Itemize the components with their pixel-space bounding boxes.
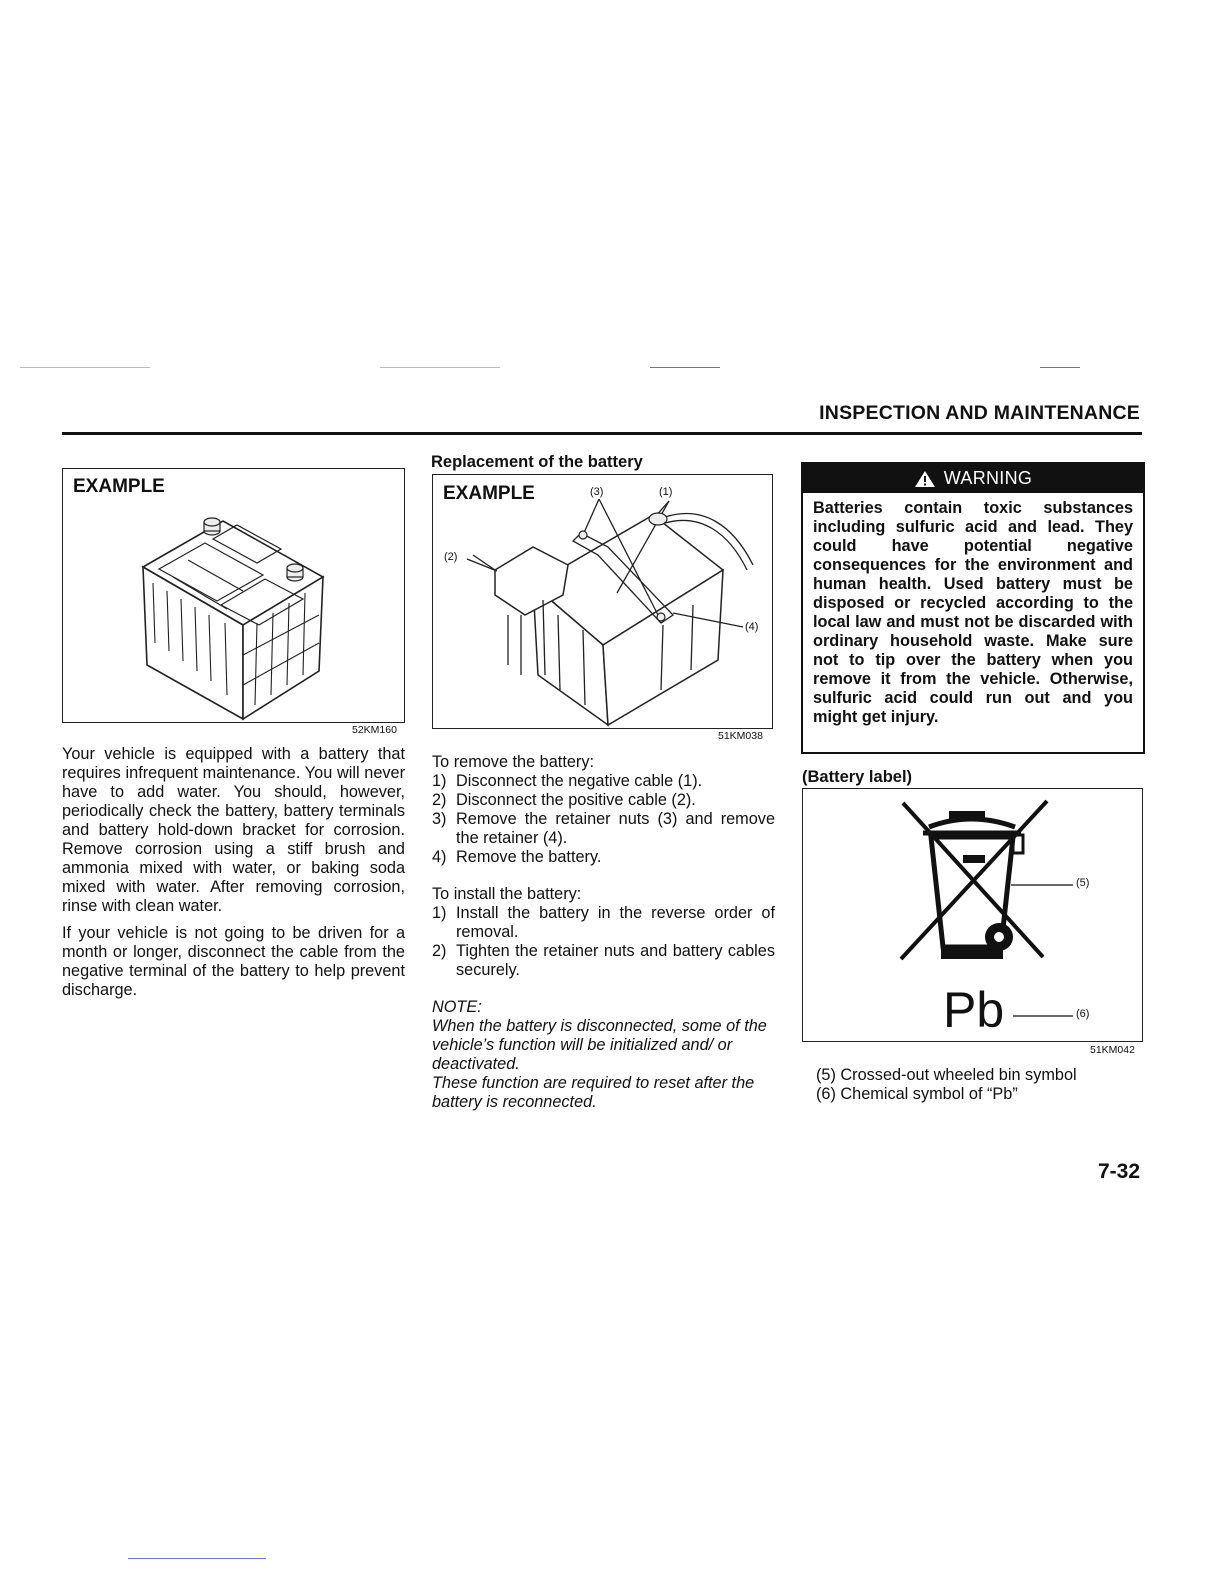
note-label: NOTE:: [432, 998, 482, 1016]
paragraph: Your vehicle is equipped with a battery that requires infrequent maintenance. You will never have to add water. You should, however, periodically check the battery, battery terminals and battery hold-down bracket for corrosion. Remove corrosion using a stiff brush and ammonia mixed with water, or baking soda mixed with water. After removing corrosion, rinse with clean water.: [62, 745, 405, 915]
note: [432, 998, 775, 1112]
step-text: Disconnect the positive cable (2).: [456, 791, 696, 809]
callout-4: (4): [745, 621, 759, 633]
bin-lid-handle: [949, 811, 985, 819]
section-title: Replacement of the battery: [431, 453, 643, 471]
header-divider: [62, 432, 1142, 435]
callout-1: (1): [659, 486, 673, 498]
scan-artifact-line: [380, 367, 500, 368]
step-number: 3): [432, 810, 447, 828]
warning-text: Batteries contain toxic substances including sulfuric acid and lead. They could have potential negative consequences for the environment and human health. Used battery must be disposed or recycled according to the local law and must not be discarded with ordinary household waste. Make sure not to tip over the battery when you remove it from the vehicle. Otherwise, sulfuric acid could run out and you might get injury.: [813, 499, 1133, 726]
step-text: Remove the battery.: [456, 848, 602, 866]
battery-label-title: (Battery label): [802, 768, 913, 786]
step-text: Remove the retainer nuts (3) and remove the retainer (4).: [456, 810, 775, 847]
list-item: [432, 942, 775, 980]
step-number: 4): [432, 848, 447, 866]
step-text: Install the battery in the reverse order of removal.: [456, 904, 775, 941]
warning-triangle-icon: [914, 470, 936, 488]
chemical-symbol-pb: Pb: [943, 982, 1005, 1038]
step-number: 2): [432, 791, 447, 809]
battery-maintenance-text: [62, 745, 405, 1008]
scan-artifact-line: [1040, 367, 1080, 368]
list-item: [432, 791, 775, 810]
callout-5: (5): [1076, 877, 1090, 889]
figure-code: 51KM042: [1090, 1044, 1135, 1056]
bin-wheel-hub: [994, 932, 1004, 942]
battery-replacement-figure-box: [432, 474, 773, 729]
install-intro: To install the battery:: [432, 885, 582, 903]
step-number: 1): [432, 772, 447, 790]
callout-6: (6): [1076, 1008, 1090, 1020]
step-text: Tighten the retainer nuts and battery cables securely.: [456, 942, 775, 979]
scan-artifact-line: [128, 1558, 266, 1559]
warning-box: [801, 462, 1145, 754]
figure-example-label: EXAMPLE: [73, 476, 165, 497]
battery-illustration: [133, 505, 333, 721]
figure-code: 52KM160: [352, 724, 397, 736]
battery-label-legend: [816, 1066, 1077, 1104]
callout-2: (2): [444, 551, 458, 563]
list-item: [432, 848, 775, 867]
warning-header: [803, 464, 1143, 493]
battery-removal-instructions: [432, 753, 775, 1112]
paragraph: If your vehicle is not going to be driven for a month or longer, disconnect the cable from the negative terminal of the battery to help prevent discharge.: [62, 924, 405, 999]
page-number: 7-32: [1098, 1160, 1141, 1183]
list-item: [432, 772, 775, 791]
note-line: When the battery is disconnected, some of the vehicle’s function will be initialized and/ or deactivated.: [432, 1017, 767, 1073]
battery-replacement-illustration: [433, 475, 772, 728]
list-item: [432, 904, 775, 942]
note-line: These function are required to reset after the battery is reconnected.: [432, 1074, 755, 1111]
section-header-title: INSPECTION AND MAINTENANCE: [819, 402, 1140, 424]
scan-artifact-line: [650, 367, 720, 368]
install-steps: [432, 904, 775, 980]
bin-mark: [963, 855, 985, 863]
legend-item: (5) Crossed-out wheeled bin symbol: [816, 1066, 1077, 1084]
step-number: 1): [432, 904, 447, 922]
battery-figure-box: [62, 468, 405, 723]
warning-heading: WARNING: [943, 468, 1033, 488]
figure-code: 51KM038: [718, 730, 763, 742]
step-text: Disconnect the negative cable (1).: [456, 772, 703, 790]
step-number: 2): [432, 942, 447, 960]
removal-intro: To remove the battery:: [432, 753, 594, 771]
battery-label-figure-box: [802, 788, 1143, 1042]
legend-item: (6) Chemical symbol of “Pb”: [816, 1085, 1018, 1103]
removal-steps: [432, 772, 775, 867]
callout-3: (3): [590, 486, 604, 498]
list-item: [432, 810, 775, 848]
figure-example-label: EXAMPLE: [443, 483, 535, 504]
scan-artifact-line: [20, 367, 150, 368]
